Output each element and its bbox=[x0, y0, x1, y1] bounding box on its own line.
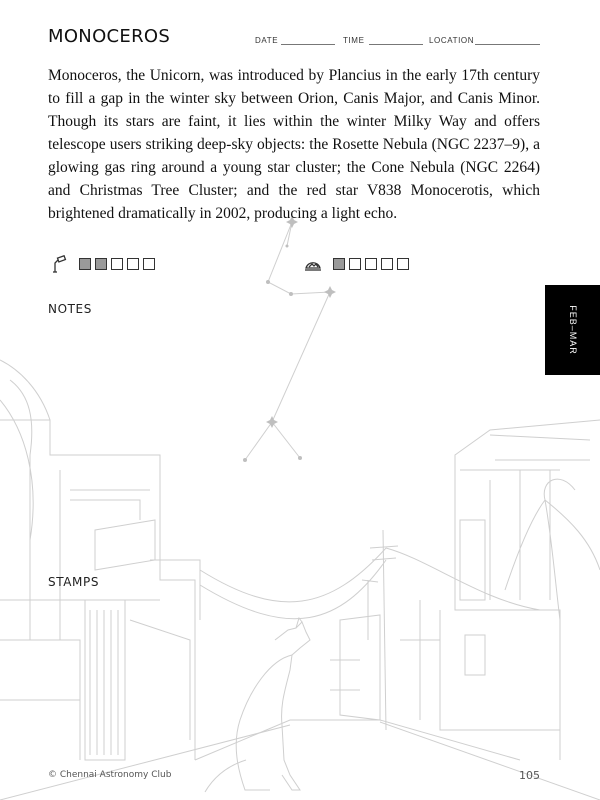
footer-credit: © Chennai Astronomy Club bbox=[48, 770, 172, 780]
rating-box-1[interactable] bbox=[79, 258, 91, 270]
stamps-label: STAMPS bbox=[48, 575, 100, 589]
visibility-rating bbox=[304, 255, 413, 273]
rating-box-4[interactable] bbox=[381, 258, 393, 270]
rating-box-5[interactable] bbox=[397, 258, 409, 270]
date-field[interactable] bbox=[281, 44, 335, 45]
constellation-description: Monoceros, the Unicorn, was introduced by Plancius in the early 17th century to fill a gap in the winter sky between Orion, Canis Major, and Canis Minor. Though its stars are faint, it lies within the winter Milky Way and offers telescope users striking deep-sky objects: the Rosette Nebula (NGC 2237–9), a glowing gas ring around a young star cluster; the Cone Nebula (NGC 2264) and Christmas Tree Cluster; and the red star V838 Monocerotis, which brightened dramatically in 2002, producing a light echo. bbox=[48, 67, 540, 222]
rating-box-1[interactable] bbox=[333, 258, 345, 270]
location-label: LOCATION bbox=[429, 36, 475, 45]
page-number: 105 bbox=[519, 769, 540, 782]
rating-box-2[interactable] bbox=[349, 258, 361, 270]
telescope-icon bbox=[50, 255, 68, 273]
time-field[interactable] bbox=[369, 44, 423, 45]
location-field[interactable] bbox=[475, 44, 540, 45]
month-tab-label: FEB–MAR bbox=[567, 305, 578, 355]
date-label: DATE bbox=[255, 36, 279, 45]
rating-box-3[interactable] bbox=[365, 258, 377, 270]
rating-box-5[interactable] bbox=[143, 258, 155, 270]
time-label: TIME bbox=[343, 36, 365, 45]
page-header bbox=[48, 26, 540, 50]
rating-box-4[interactable] bbox=[127, 258, 139, 270]
page-title: MONOCEROS bbox=[48, 26, 171, 47]
rating-box-3[interactable] bbox=[111, 258, 123, 270]
rating-box-2[interactable] bbox=[95, 258, 107, 270]
notes-label: NOTES bbox=[48, 302, 92, 316]
month-tab[interactable] bbox=[545, 285, 600, 375]
horizon-icon bbox=[304, 255, 322, 273]
telescope-rating bbox=[50, 255, 159, 273]
